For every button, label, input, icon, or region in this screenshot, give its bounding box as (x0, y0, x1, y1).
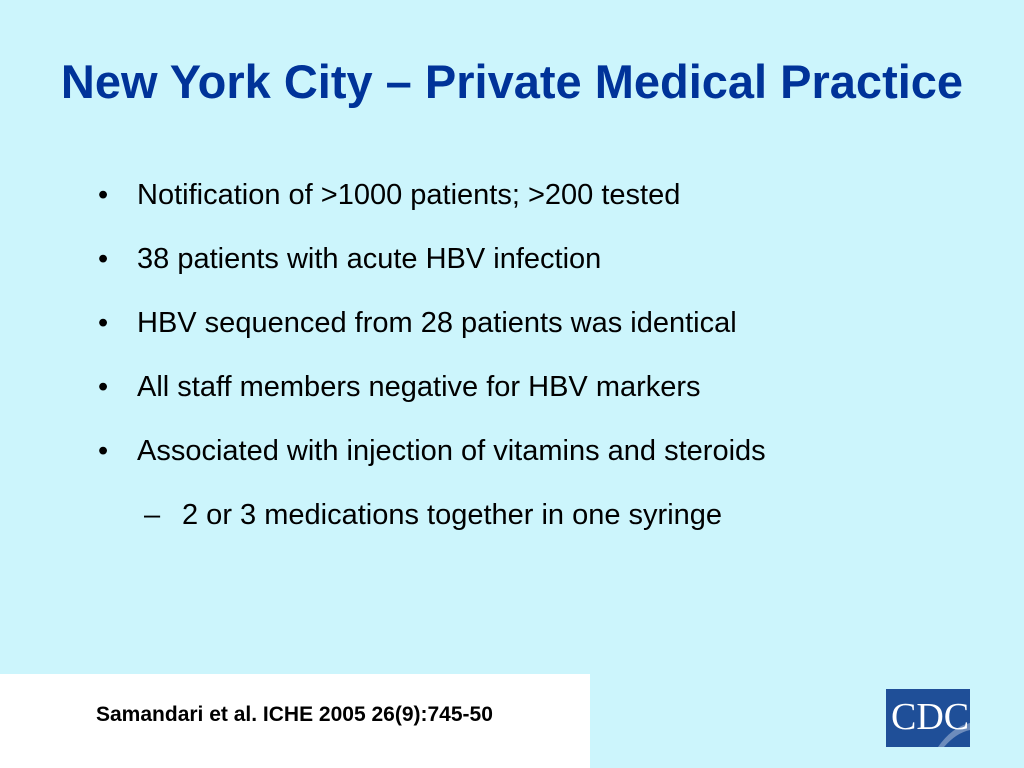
citation: Samandari et al. ICHE 2005 26(9):745-50 (96, 703, 493, 726)
bullet-text: HBV sequenced from 28 patients was identical (137, 307, 737, 339)
bullet-list (98, 170, 978, 546)
bullet-text: Notification of >1000 patients; >200 tested (137, 179, 681, 211)
cdc-logo-graphic (886, 689, 970, 747)
bullet-text: All staff members negative for HBV markers (137, 371, 701, 403)
bullet-marker: • (98, 179, 109, 211)
bullet-item (98, 298, 978, 362)
bullet-text: 38 patients with acute HBV infection (137, 243, 602, 275)
sub-bullet-text: 2 or 3 medications together in one syringe (182, 499, 723, 531)
bullet-marker: • (98, 435, 109, 467)
bullet-item (98, 234, 978, 298)
sub-bullet-item (98, 490, 978, 546)
bullet-marker: • (98, 243, 109, 275)
bullet-item (98, 426, 978, 490)
slide-title: New York City – Private Medical Practice (60, 55, 964, 108)
bullet-text: Associated with injection of vitamins and steroids (137, 435, 766, 467)
cdc-logo (886, 689, 970, 747)
bullet-marker: • (98, 371, 109, 403)
logo-text: CDC (891, 696, 970, 738)
bullet-item (98, 170, 978, 234)
bullet-item (98, 362, 978, 426)
bullet-marker: • (98, 307, 109, 339)
sub-bullet-marker: – (144, 499, 161, 531)
